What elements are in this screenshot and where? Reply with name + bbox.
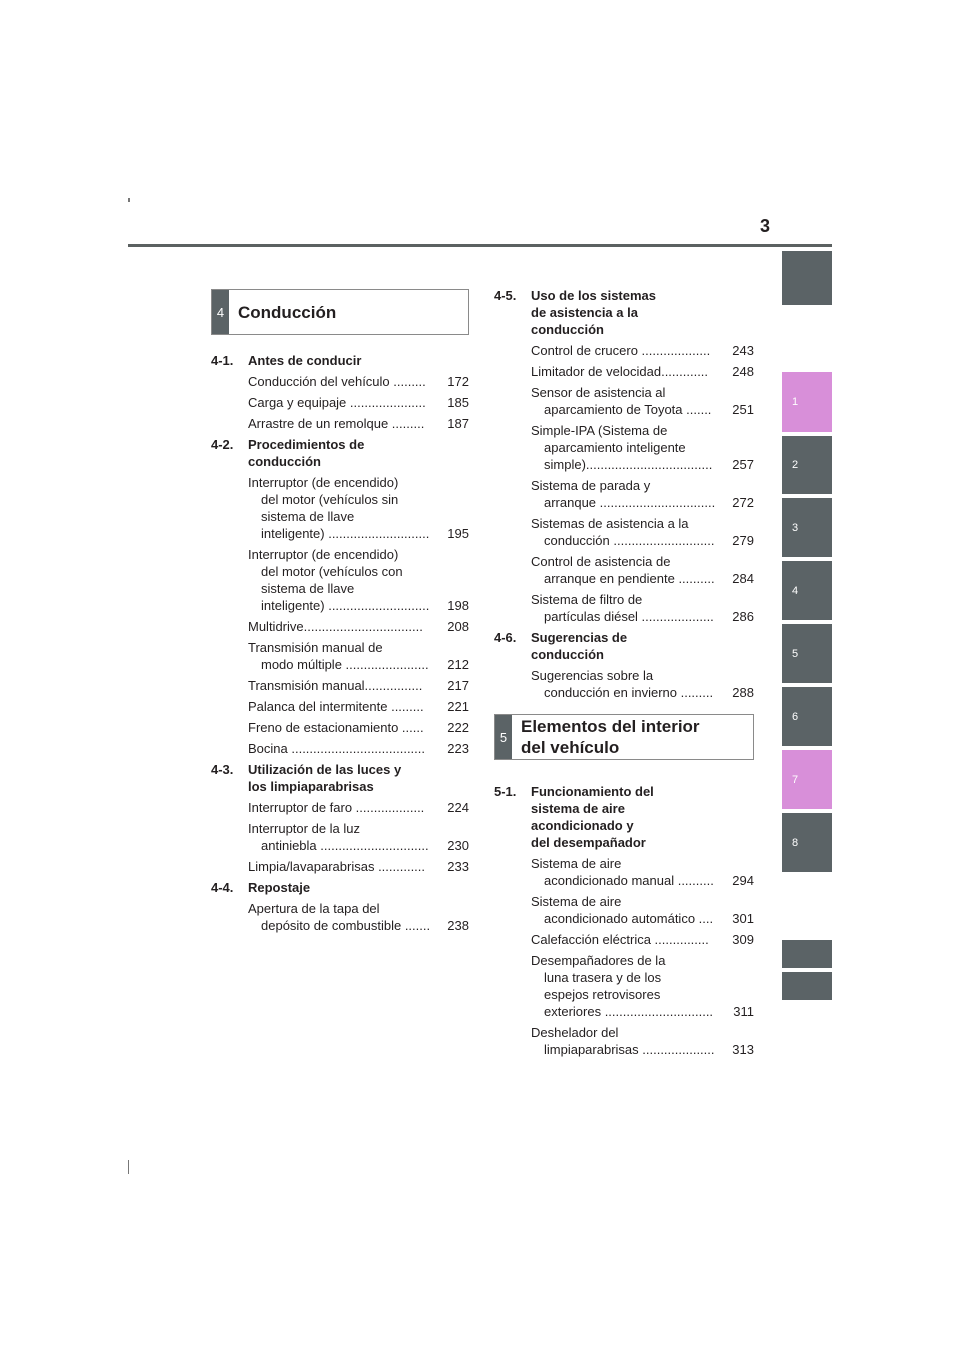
subsection-title[interactable]	[494, 287, 754, 338]
toc-entry[interactable]	[211, 618, 469, 635]
section-title: Conducción	[238, 302, 337, 322]
entry-title: Freno de estacionamiento ......	[248, 720, 424, 735]
entry-page-number: 233	[447, 859, 469, 874]
side-tab-5[interactable]: 5	[782, 624, 832, 683]
subsection-title[interactable]	[494, 783, 754, 851]
toc-entry[interactable]	[494, 477, 754, 511]
toc-entry[interactable]	[211, 740, 469, 757]
subsection-title-text: Sugerencias de conducción	[531, 630, 628, 662]
entry-page-number: 238	[447, 918, 469, 933]
entry-page-number: 286	[732, 609, 754, 624]
toc-entry[interactable]	[211, 719, 469, 736]
page-number: 3	[760, 216, 771, 236]
subsection-title-text: Utilización de las luces y los limpiaparabrisas	[248, 762, 402, 794]
subsection-title[interactable]	[211, 879, 469, 896]
section-header	[494, 714, 754, 760]
toc-entry[interactable]	[211, 799, 469, 816]
entry-title: Interruptor (de encendido) del motor (vehículos con sistema de llave inteligente) ............................	[248, 547, 430, 613]
entry-page-number: 172	[447, 374, 469, 389]
toc-entry[interactable]	[494, 553, 754, 587]
toc-entry[interactable]	[494, 515, 754, 549]
toc-entry[interactable]	[494, 931, 754, 948]
subsection-title-text: Procedimientos de conducción	[248, 437, 365, 469]
side-tab-blank[interactable]	[782, 972, 832, 1000]
toc-entry[interactable]	[211, 373, 469, 390]
entry-page-number: 272	[732, 495, 754, 510]
entry-title: Interruptor de faro ...................	[248, 800, 425, 815]
entry-page-number: 195	[447, 526, 469, 541]
subsection-title-text: Repostaje	[248, 880, 311, 895]
entry-title: Multidrive.................................	[248, 619, 423, 634]
entry-title: Limpia/lavaparabrisas .............	[248, 859, 426, 874]
subsection-title-text: Antes de conducir	[248, 353, 362, 368]
toc-entry[interactable]	[494, 342, 754, 359]
entry-title: Limitador de velocidad.............	[531, 364, 709, 379]
entry-page-number: 311	[733, 1004, 754, 1019]
toc-subsection	[211, 879, 469, 934]
entry-page-number: 248	[732, 364, 754, 379]
toc-subsection	[494, 783, 754, 1058]
entry-title: Control de asistencia de arranque en pendiente ..........	[531, 554, 715, 586]
toc-entry[interactable]	[494, 422, 754, 473]
subsection-number: 4-1.	[211, 353, 234, 368]
toc-entry[interactable]	[211, 394, 469, 411]
entry-page-number: 257	[732, 457, 754, 472]
entry-title: Palanca del intermitente .........	[248, 699, 424, 714]
toc-subsection	[211, 761, 469, 875]
subsection-number: 4-4.	[211, 880, 234, 895]
side-tab-6[interactable]: 6	[782, 687, 832, 746]
toc-entry[interactable]	[211, 415, 469, 432]
subsection-title[interactable]	[211, 352, 469, 369]
subsection-list	[494, 783, 754, 1058]
toc-entry[interactable]	[211, 900, 469, 934]
toc-entry[interactable]	[211, 820, 469, 854]
entry-title: Sistema de aire acondicionado automático ....	[531, 894, 714, 926]
entry-page-number: 217	[447, 678, 469, 693]
entry-page-number: 187	[447, 416, 469, 431]
entry-title: Interruptor (de encendido) del motor (vehículos sin sistema de llave inteligente) ............................	[248, 475, 430, 541]
toc-subsection	[494, 629, 754, 701]
side-tab-1[interactable]: 1	[782, 372, 832, 432]
section-header	[211, 289, 469, 335]
toc-entry[interactable]	[211, 698, 469, 715]
entry-title: Deshelador del limpiaparabrisas ....................	[531, 1025, 715, 1057]
entry-page-number: 223	[447, 741, 469, 756]
entry-title: Transmisión manual de modo múltiple .......................	[248, 640, 429, 672]
entry-page-number: 185	[447, 395, 469, 410]
toc-entry[interactable]	[211, 639, 469, 673]
side-tab-8[interactable]: 8	[782, 813, 832, 872]
toc-entry[interactable]	[211, 546, 469, 614]
toc-entry[interactable]	[494, 384, 754, 418]
entry-title: Sensor de asistencia al aparcamiento de Toyota .......	[531, 385, 712, 417]
entry-title: Bocina .....................................	[248, 741, 425, 756]
entry-title: Apertura de la tapa del depósito de combustible .......	[248, 901, 431, 933]
side-tab-4[interactable]: 4	[782, 561, 832, 620]
toc-entry[interactable]	[494, 952, 754, 1020]
entry-page-number: 301	[732, 911, 754, 926]
entry-page-number: 309	[732, 932, 754, 947]
toc-entry[interactable]	[494, 893, 754, 927]
toc-entry[interactable]	[494, 855, 754, 889]
subsection-number: 4-2.	[211, 437, 234, 452]
entry-page-number: 230	[447, 838, 469, 853]
margin-mark	[128, 1160, 129, 1174]
toc-right-column	[494, 287, 754, 1062]
entry-page-number: 313	[732, 1042, 754, 1057]
entry-page-number: 294	[732, 873, 754, 888]
entry-page-number: 279	[732, 533, 754, 548]
entry-title: Sistema de parada y arranque ................................	[531, 478, 716, 510]
subsection-title[interactable]	[211, 436, 469, 470]
subsection-number: 4-6.	[494, 630, 517, 645]
subsection-list	[211, 352, 469, 934]
toc-entry[interactable]	[494, 363, 754, 380]
entry-page-number: 288	[732, 685, 754, 700]
entry-page-number: 208	[447, 619, 469, 634]
subsection-title-text: Uso de los sistemas de asistencia a la conducción	[531, 288, 656, 337]
side-tab-blank[interactable]	[782, 251, 832, 305]
toc-subsection	[211, 352, 469, 432]
side-tab-2[interactable]: 2	[782, 436, 832, 494]
toc-entry[interactable]	[211, 858, 469, 875]
entry-page-number: 224	[447, 800, 469, 815]
entry-title: Transmisión manual................	[248, 678, 423, 693]
section-title: Elementos del interior del vehículo	[521, 717, 700, 757]
entry-page-number: 284	[732, 571, 754, 586]
toc-entry[interactable]	[211, 474, 469, 542]
entry-page-number: 251	[732, 402, 754, 417]
section-number: 5	[495, 715, 512, 759]
subsection-number: 4-5.	[494, 288, 517, 303]
margin-mark	[128, 198, 130, 202]
section-number: 4	[212, 290, 229, 334]
side-tab-blank[interactable]	[782, 940, 832, 968]
subsection-title[interactable]	[494, 629, 754, 663]
toc-subsection	[494, 287, 754, 625]
toc-subsection	[211, 436, 469, 757]
entry-page-number: 221	[447, 699, 469, 714]
entry-page-number: 222	[447, 720, 469, 735]
side-tab-3[interactable]: 3	[782, 498, 832, 557]
entry-title: Conducción del vehículo .........	[248, 374, 426, 389]
subsection-title[interactable]	[211, 761, 469, 795]
entry-page-number: 212	[447, 657, 469, 672]
subsection-number: 4-3.	[211, 762, 234, 777]
subsection-number: 5-1.	[494, 784, 517, 799]
toc-entry[interactable]	[494, 667, 754, 701]
side-tab-7[interactable]: 7	[782, 750, 832, 809]
entry-title: Desempañadores de la luna trasera y de los espejos retrovisores exteriores ..............................	[531, 953, 714, 1019]
entry-title: Simple-IPA (Sistema de aparcamiento inteligente simple)...................................	[531, 423, 713, 472]
entry-title: Arrastre de un remolque .........	[248, 416, 425, 431]
entry-title: Control de crucero ...................	[531, 343, 711, 358]
entry-title: Sistema de aire acondicionado manual ..........	[531, 856, 714, 888]
entry-title: Sistema de filtro de partículas diésel ....................	[531, 592, 714, 624]
toc-entry[interactable]	[211, 677, 469, 694]
toc-entry[interactable]	[494, 1024, 754, 1058]
entry-title: Interruptor de la luz antiniebla ..............................	[248, 821, 429, 853]
header-rule	[128, 244, 832, 247]
subsection-title-text: Funcionamiento del sistema de aire acondicionado y del desempañador	[531, 784, 654, 850]
entry-title: Sistemas de asistencia a la conducción ............................	[531, 516, 715, 548]
entry-title: Sugerencias sobre la conducción en invierno .........	[531, 668, 714, 700]
entry-title: Carga y equipaje .....................	[248, 395, 426, 410]
toc-entry[interactable]	[494, 591, 754, 625]
subsection-list	[494, 287, 754, 701]
entry-title: Calefacción eléctrica ...............	[531, 932, 709, 947]
toc-left-column	[211, 289, 469, 938]
entry-page-number: 243	[732, 343, 754, 358]
entry-page-number: 198	[447, 598, 469, 613]
